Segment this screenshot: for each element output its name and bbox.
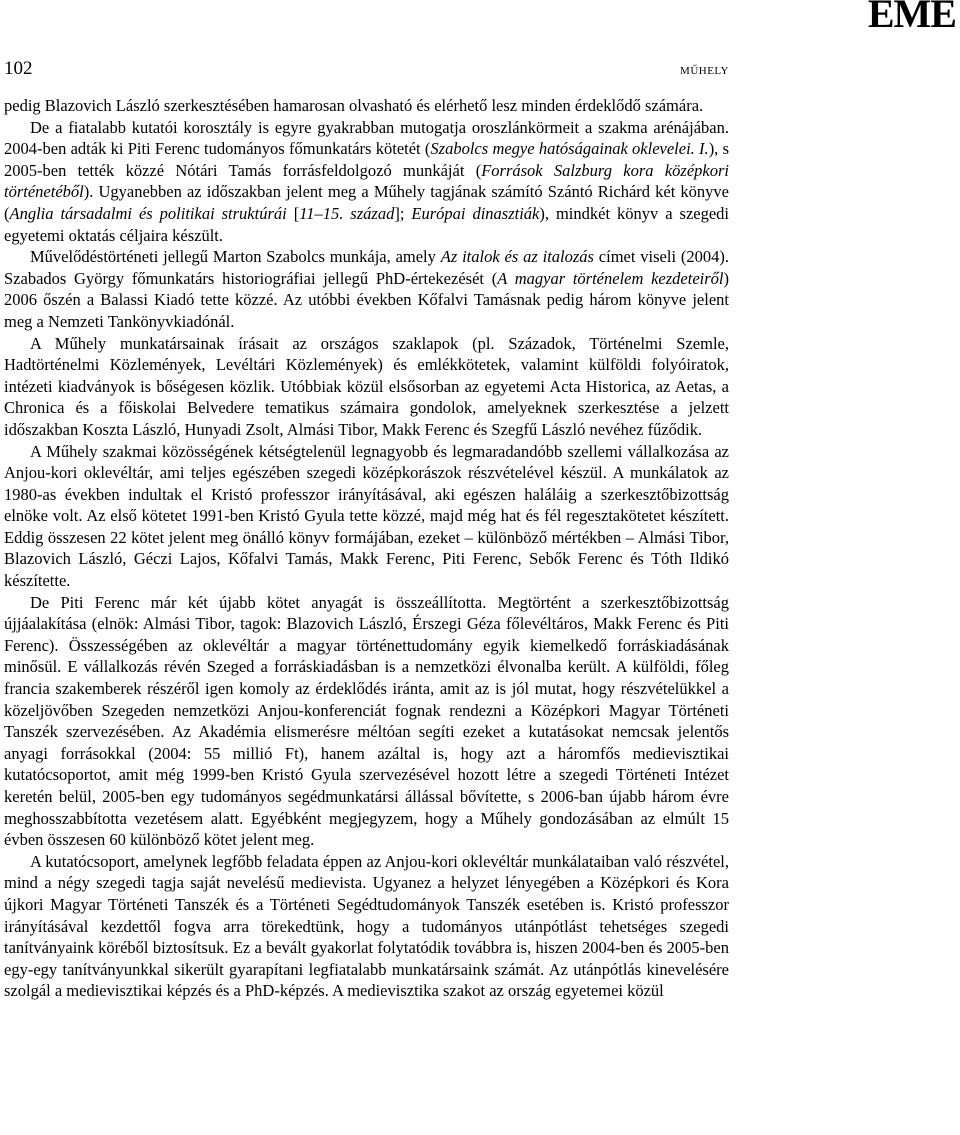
page-number: 102	[4, 58, 33, 79]
paragraph	[4, 441, 729, 592]
text-run: Művelődéstörténeti jellegű Marton Szabolcs munkája, amely	[30, 247, 441, 267]
text-run: ). Ugyanebben az időszakban jelent meg a Műhely tagjának számító Szántó Richárd két könyve (	[4, 182, 729, 223]
text-run: A Műhely szakmai közösségének kétségtelenül legnagyobb és legmaradandóbb szellemi vállalkozása az Anjou-kori oklevéltár, ami teljes egészében szegedi középkorászok részvételével készül. A munkálatok az 1980-as években indultak el Kristó professzor irányításával, aki egészen haláláig a szerkesztőbizottság elnöke volt. Az első kötetet 1991-ben Kristó Gyula tette közzé, majd még hat és fél regesztakötetet készített. Eddig összesen 22 kötet jelent meg önálló könyv formájában, ezeket – különböző mértékben – Almási Tibor, Blazovich László, Géczi Lajos, Kőfalvi Tamás, Makk Ferenc, Piti Ferenc, Sebők Ferenc és Tóth Ildikó készítette.	[4, 441, 729, 591]
text-run: De a fiatalabb kutatói korosztály is egyre gyakrabban mutogatja oroszlánkörmeit a szakma arénájában. 2004-ben adták ki Piti Ferenc tudományos főmunkatárs kötetét (	[4, 117, 729, 159]
text-run: ), s 2005-ben tették közzé Nótári Tamás forrásfeldolgozó munkáját (	[4, 139, 730, 180]
italic-text: Az italok és az italozás	[440, 247, 594, 267]
text-run: pedig Blazovich László szerkesztésében hamarosan olvasható és elérhető lesz minden érdeklődő számára.	[4, 96, 704, 115]
logo: EME	[867, 0, 956, 36]
page-header	[4, 58, 729, 88]
text-run: De Piti Ferenc már két újabb kötet anyagát is összeállította. Megtörtént a szerkesztőbizottság újjáalakítása (elnök: Almási Tibor, tagok: Blazovich László, Érszegi Géza főlevéltáros, Makk Ferenc és Piti Ferenc). Összességében az oklevéltár a magyar történettudomány egyik kiemelkedő forráskiadásának minősül. E vállalkozás révén Szeged a forráskiadásban is a nemzetközi élvonalba került. A külföldi, főleg francia szakemberek részéről igen komoly az érdeklődés iránta, amit az is jól mutat, hogy részvételükkel a közeljövőben Szegeden nemzetközi Anjou-konferenciát fognak rendezni a Középkori Magyar Történeti Tanszék szervezésében. Az Akadémia elismerésre méltóan segíti ezeket a kutatásokat nemcsak jelentős anyagi forrásokkal (2004: 55 millió Ft), hanem azáltal is, hogy azt a háromfős medievisztikai kutatócsoportot, amit még 1999-ben Kristó Gyula szervezésével hozott létre a szegedi Történeti Intézet keretén belül, 2005-ben egy tudományos segédmunkatársi állással bővítette, s 2006-ban újabb három évre meghosszabbította vezetésem alatt. Egyébként megjegyzem, hogy a Műhely gondozásában az elmúlt 15 évben összesen 60 különböző kötet jelent meg.	[4, 592, 729, 850]
paragraph	[4, 592, 729, 851]
italic-text: Európai dinasztiák	[411, 203, 540, 223]
italic-text: Anglia társadalmi és politikai struktúrái	[9, 203, 287, 223]
italic-text: Szabolcs megye hatóságainak oklevelei. I.	[430, 139, 709, 159]
article-body	[4, 95, 729, 1002]
italic-text: Források Salzburg kora középkori történetéből	[4, 160, 729, 202]
paragraph	[4, 851, 729, 1002]
text-run: [	[286, 203, 300, 223]
running-title: MŰHELY	[680, 65, 729, 77]
paragraph	[4, 117, 729, 247]
text-run: A kutatócsoport, amelynek legfőbb feladata éppen az Anjou-kori oklevéltár munkálataiban való részvétel, mind a négy szegedi tagja saját nevelésű medievista. Ugyanez a helyzet lényegében a Középkori és Kora újkori Magyar Történeti Tanszék és a Történeti Segédtudományok Tanszék esetében is. Kristó professzor irányításával kezdettől fogva arra törekedtünk, hogy a tudományos utánpótlást tehetséges szegedi tanítványaink köréből biztosítsuk. Ez a bevált gyakorlat folytatódik továbbra is, hiszen 2004-ben és 2005-ben egy-egy tanítványunkkal sikerült gyarapítani legfiatalabb munkatársaink számát. Az utánpótlás kinevelésére szolgál a medievisztikai képzés és a PhD-képzés. A medievisztika szakot az ország egyetemei közül	[4, 851, 729, 1001]
text-run: ) 2006 őszén a Balassi Kiadó tette közzé. Az utóbbi években Kőfalvi Tamásnak pedig három könyve jelent meg a Nemzeti Tankönyvkiadónál.	[4, 268, 729, 331]
text-run: ];	[394, 203, 412, 223]
paragraph	[4, 246, 729, 332]
paragraph	[4, 95, 729, 117]
text-run: címet viseli (2004). Szabados György főmunkatárs historiográfiai jellegű PhD-értekezését (	[4, 247, 730, 288]
text-run: A Műhely munkatársainak írásait az országos szaklapok (pl. Századok, Történelmi Szemle, Hadtörténelmi Közlemények, Levéltári Közlemények) és emlékkötetek, valamint külföldi folyóiratok, intézeti kiadványok is bőségesen közlik. Utóbbiak közül elsősorban az egyetemi Acta Historica, az Aetas, a Chronica és a főiskolai Belvedere tematikus számaira gondolok, amelyeknek szerkesztése a jelzett időszakban Koszta László, Hunyadi Zsolt, Almási Tibor, Makk Ferenc és Szegfű László nevéhez fűződik.	[4, 333, 729, 439]
paragraph	[4, 333, 729, 441]
italic-text: A magyar történelem kezdeteiről	[497, 268, 724, 288]
text-run: ), mindkét könyv a szegedi egyetemi oktatás céljaira készült.	[4, 203, 729, 245]
italic-text: 11–15. század	[299, 203, 395, 223]
